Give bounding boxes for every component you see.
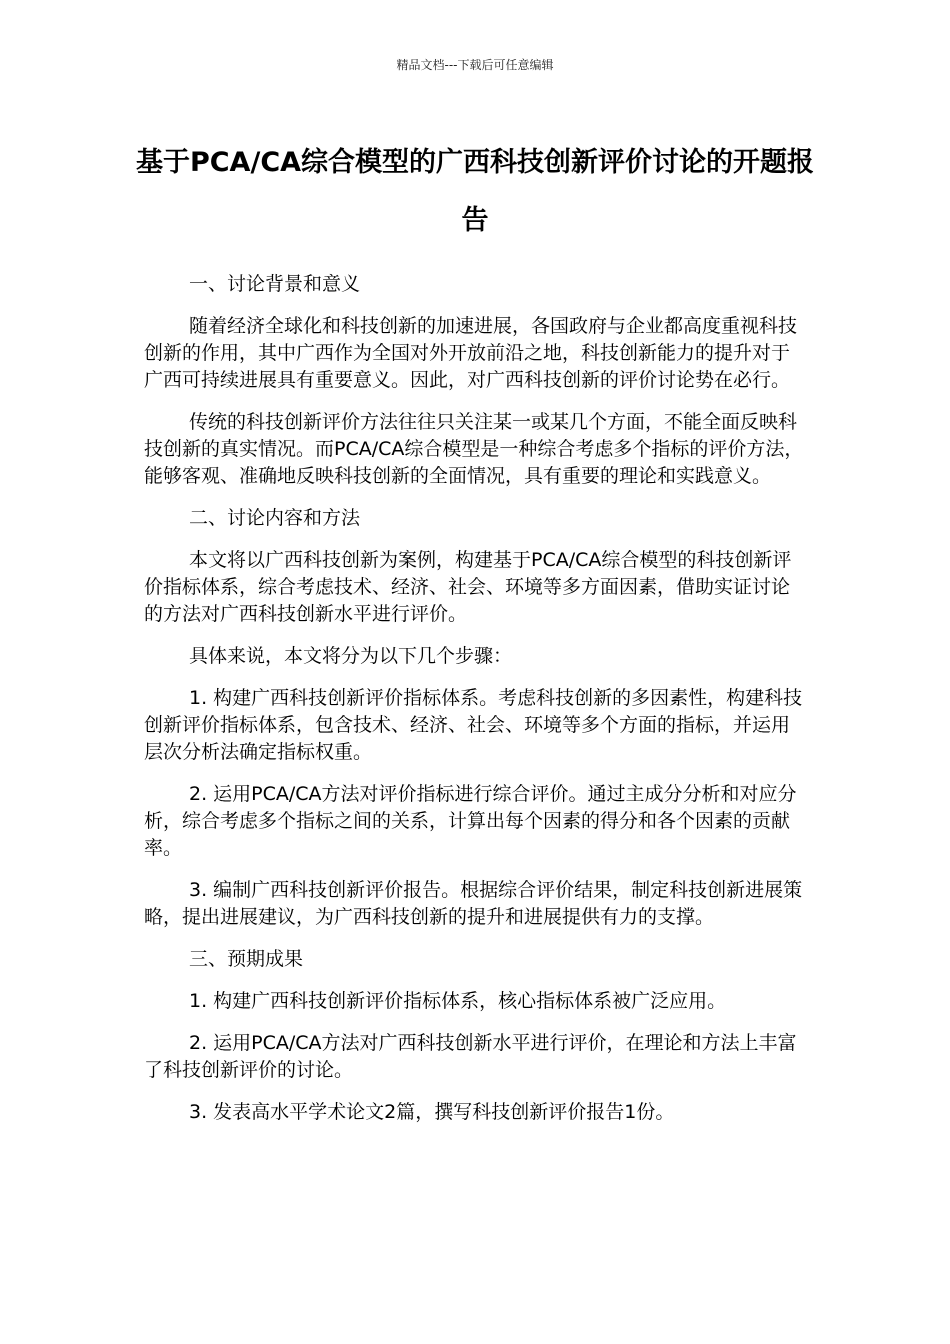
section-heading-expected-results: 三、预期成果 [189,948,304,970]
list-item: 1. 构建广西科技创新评价指标体系。考虑科技创新的多因素性，构建科技创新评价指标体系，包含技术、经济、社会、环境等多个方面的指标，并运用层次分析法确定指标权重。 [144,687,803,763]
header-note: 精品文档---下载后可任意编辑 [396,58,554,72]
paragraph: 本文将以广西科技创新为案例，构建基于PCA/CA综合模型的科技创新评价指标体系，综合考虑技术、经济、社会、环境等多方面因素，借助实证讨论的方法对广西科技创新水平进行评价。 [144,549,792,625]
list-item: 1. 构建广西科技创新评价指标体系，核心指标体系被广泛应用。 [189,990,727,1012]
list-item: 3. 编制广西科技创新评价报告。根据综合评价结果，制定科技创新进展策略，提出进展建议，为广西科技创新的提升和进展提供有力的支撑。 [144,879,803,928]
document-body [144,271,805,1141]
paragraph: 传统的科技创新评价方法往往只关注某一或某几个方面，不能全面反映科技创新的真实情况。而PCA/CA综合模型是一种综合考虑多个指标的评价方法，能够客观、准确地反映科技创新的全面情况，具有重要的理论和实践意义。 [144,411,804,487]
list-item: 2. 运用PCA/CA方法对广西科技创新水平进行评价，在理论和方法上丰富了科技创新评价的讨论。 [144,1032,797,1081]
paragraph: 随着经济全球化和科技创新的加速进展，各国政府与企业都高度重视科技创新的作用，其中广西作为全国对外开放前沿之地，科技创新能力的提升对于广西可持续进展具有重要意义。因此，对广西科技创新的评价讨论势在必行。 [144,315,798,391]
paragraph: 具体来说，本文将分为以下几个步骤： [189,645,513,667]
section-heading-content-method: 二、讨论内容和方法 [189,507,361,529]
document-title: 基于PCA/CA综合模型的广西科技创新评价讨论的开题报告 [135,147,815,236]
section-heading-background: 一、讨论背景和意义 [189,273,361,295]
list-item: 3. 发表高水平学术论文2篇，撰写科技创新评价报告1份。 [189,1101,675,1123]
list-item: 2. 运用PCA/CA方法对评价指标进行综合评价。通过主成分分析和对应分析，综合考虑多个指标之间的关系，计算出每个因素的得分和各个因素的贡献率。 [144,783,797,859]
